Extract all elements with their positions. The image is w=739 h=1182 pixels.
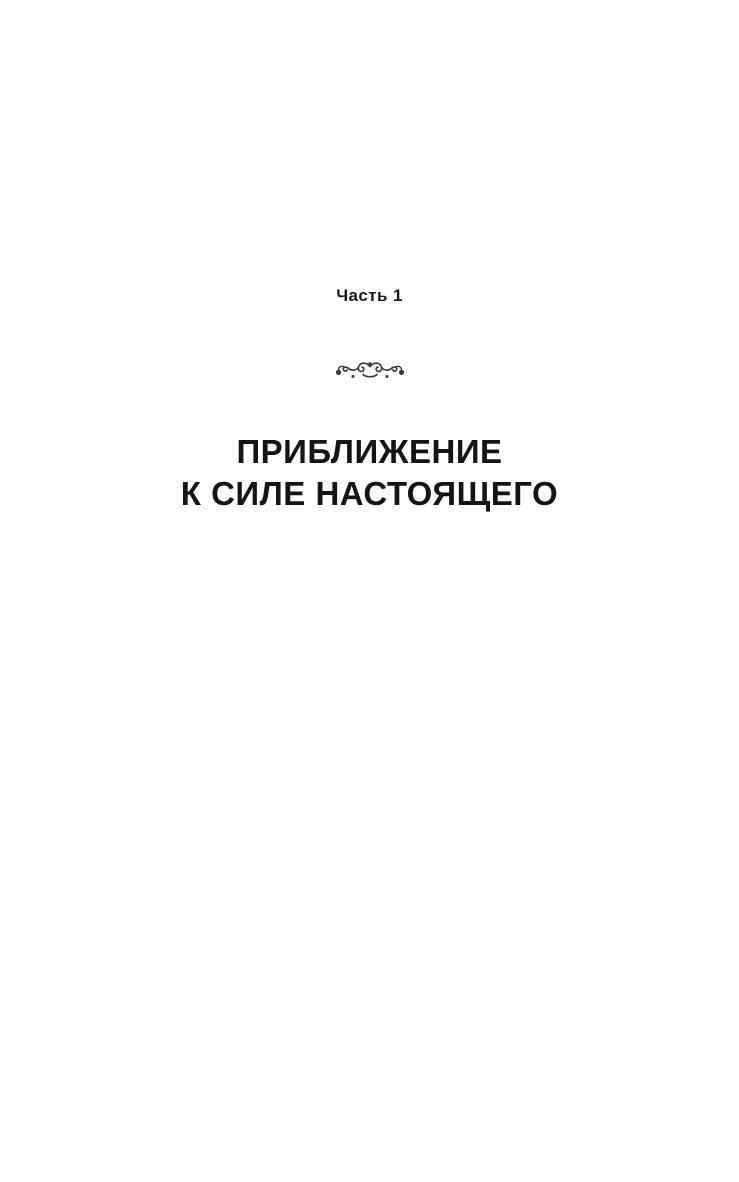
part-title	[0, 431, 739, 515]
part-title-line-1: ПРИБЛИЖЕНИЕ	[236, 433, 503, 470]
part-heading-block	[0, 285, 739, 515]
part-title-line-2: К СИЛЕ НАСТОЯЩЕГО	[180, 475, 559, 512]
part-number-label: Часть 1	[336, 286, 403, 305]
flourish-ornament-icon	[0, 355, 739, 389]
